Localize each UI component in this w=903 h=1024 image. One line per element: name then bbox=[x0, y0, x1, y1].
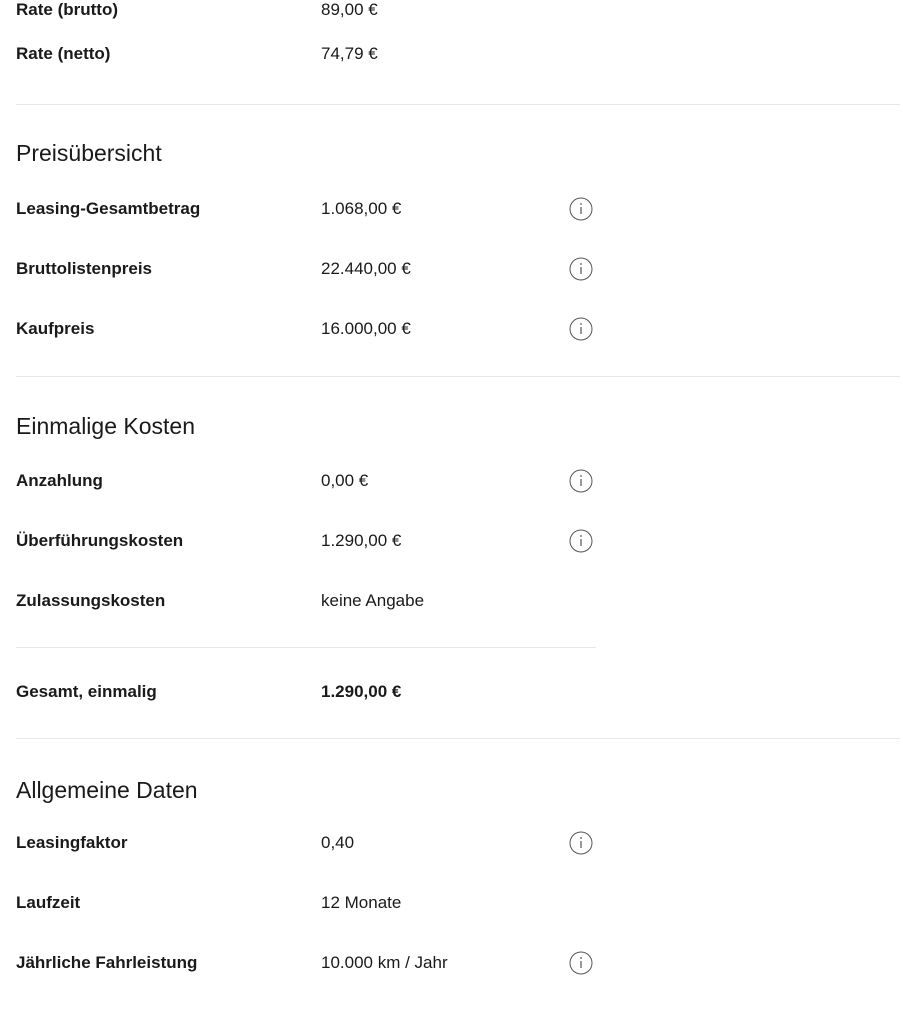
row-label: Anzahlung bbox=[16, 471, 103, 490]
section-title-general-data: Allgemeine Daten bbox=[16, 776, 198, 803]
row-label: Überführungskosten bbox=[16, 531, 184, 550]
info-circle-icon[interactable] bbox=[569, 257, 593, 281]
row-value: 0,40 bbox=[321, 833, 355, 852]
row-value: 1.290,00 € bbox=[321, 531, 402, 550]
section-title-one-time-costs: Einmalige Kosten bbox=[16, 412, 195, 439]
row-label: Laufzeit bbox=[16, 893, 81, 912]
info-circle-icon[interactable] bbox=[569, 197, 593, 221]
section-title-price-overview: Preisübersicht bbox=[16, 139, 162, 166]
row-value: 10.000 km / Jahr bbox=[321, 953, 448, 972]
general-row-annual-mileage bbox=[16, 933, 900, 993]
info-circle-icon[interactable] bbox=[569, 831, 593, 855]
general-data-list bbox=[16, 813, 900, 993]
row-value: 22.440,00 € bbox=[321, 259, 411, 278]
row-label: Jährliche Fahrleistung bbox=[16, 953, 198, 972]
section-divider bbox=[16, 104, 900, 105]
row-value: 16.000,00 € bbox=[321, 319, 411, 338]
rate-net-label: Rate (netto) bbox=[16, 44, 111, 63]
row-label: Leasing-Gesamtbetrag bbox=[16, 199, 201, 218]
row-label: Zulassungskosten bbox=[16, 591, 166, 610]
section-divider bbox=[16, 738, 900, 739]
general-row-term bbox=[16, 873, 900, 933]
info-circle-icon[interactable] bbox=[569, 317, 593, 341]
price-row-gross-list-price bbox=[16, 239, 900, 299]
info-circle-icon[interactable] bbox=[569, 529, 593, 553]
price-row-purchase-price bbox=[16, 299, 900, 359]
rate-net-row bbox=[16, 44, 900, 104]
total-label: Gesamt, einmalig bbox=[16, 682, 157, 701]
row-value: keine Angabe bbox=[321, 591, 425, 610]
rate-gross-value: 89,00 € bbox=[321, 0, 378, 19]
cost-row-total bbox=[16, 662, 900, 722]
price-row-leasing-total bbox=[16, 179, 900, 239]
row-label: Bruttolistenpreis bbox=[16, 259, 153, 278]
cost-row-transfer bbox=[16, 511, 900, 571]
general-row-leasing-factor bbox=[16, 813, 900, 873]
price-overview-list bbox=[16, 179, 900, 359]
subtotal-divider bbox=[16, 647, 596, 648]
row-label: Leasingfaktor bbox=[16, 833, 128, 852]
rate-net-value: 74,79 € bbox=[321, 44, 378, 63]
cost-row-registration bbox=[16, 571, 900, 631]
row-value: 12 Monate bbox=[321, 893, 402, 912]
rate-gross-label: Rate (brutto) bbox=[16, 0, 118, 19]
row-value: 0,00 € bbox=[321, 471, 369, 490]
cost-row-down-payment bbox=[16, 451, 900, 511]
one-time-costs-list bbox=[16, 451, 900, 631]
row-label: Kaufpreis bbox=[16, 319, 95, 338]
row-value: 1.068,00 € bbox=[321, 199, 402, 218]
section-divider bbox=[16, 376, 900, 377]
total-value: 1.290,00 € bbox=[321, 682, 402, 701]
rate-gross-row bbox=[16, 0, 900, 28]
leasing-details bbox=[16, 0, 900, 993]
info-circle-icon[interactable] bbox=[569, 951, 593, 975]
info-circle-icon[interactable] bbox=[569, 469, 593, 493]
